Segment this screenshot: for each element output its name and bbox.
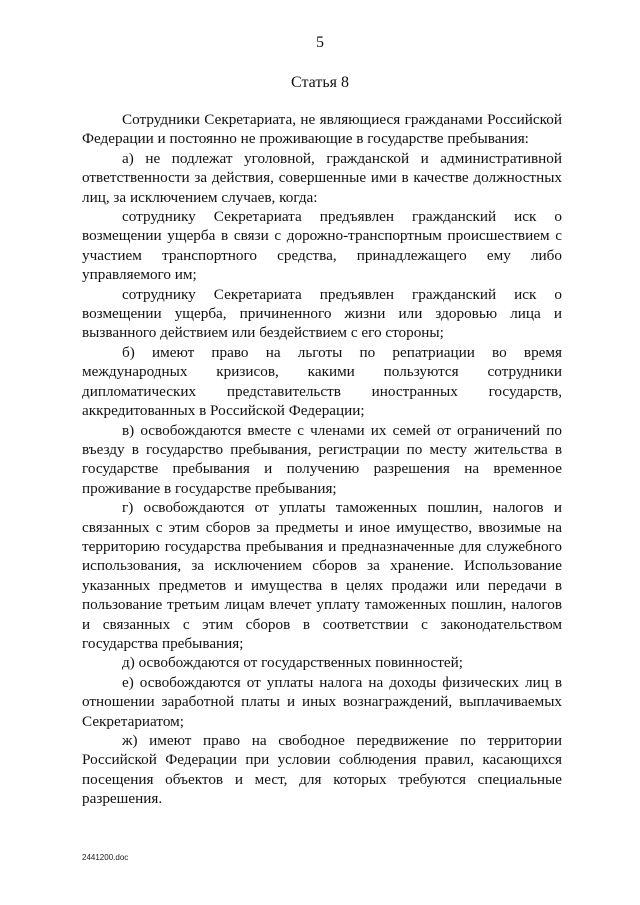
paragraph-v: в) освобождаются вместе с членами их семей от ограничений по въезду в государство пребывания, регистрации по месту жительства в государстве пребывания и получению разрешения на временное проживание в государстве пребывания; — [82, 421, 562, 497]
page-number: 5 — [316, 34, 324, 51]
paragraph-e: е) освобождаются от уплаты налога на доходы физических лиц в отношении заработной платы и иных вознаграждений, выплачиваемых Секретариатом; — [82, 673, 562, 730]
paragraph-a-case-1: сотруднику Секретариата предъявлен гражданский иск о возмещении ущерба в связи с дорожно-транспортным происшествием с участием транспортного средства, принадлежащего ему либо управляемого им; — [82, 208, 562, 284]
paragraph-g: г) освобождаются от уплаты таможенных пошлин, налогов и связанных с этим сборов за предметы и иное имущество, ввозимые на территорию государства пребывания и предназначенные для служебного использования, за исключением сборов за хранение. Использование указанных предметов и имущества в целях продажи или передачи в пользование третьим лицам влечет уплату таможенных пошлин, налогов и связанных с этим сборов в соответствии с законодательством государства пребывания; — [82, 499, 562, 652]
article-title: Статья 8 — [291, 74, 349, 91]
file-name-footer: 2441200.doc — [82, 853, 129, 862]
paragraph-a-case-2: сотруднику Секретариата предъявлен гражданский иск о возмещении ущерба, причиненного жизни или здоровью лица и вызванного действием или бездействием с его стороны; — [82, 285, 562, 342]
article-body — [82, 110, 562, 809]
paragraph-d: д) освобождаются от государственных повинностей; — [122, 654, 464, 672]
paragraph-b: б) имеют право на льготы по репатриации во время международных кризисов, какими пользуются сотрудники дипломатических представительств иностранных государств, аккредитованных в Российской Федерации; — [82, 343, 562, 420]
paragraph-a: а) не подлежат уголовной, гражданской и административной ответственности за действия, совершенные ими в качестве должностных лиц, за исключением случаев, когда: — [82, 149, 562, 206]
paragraph-intro: Сотрудники Секретариата, не являющиеся гражданами Российской Федерации и постоянно не проживающие в государстве пребывания: — [82, 111, 562, 148]
paragraph-zh: ж) имеют право на свободное передвижение по территории Российской Федерации при условии соблюдения правил, касающихся посещения объектов и мест, для которых требуются специальные разрешения. — [82, 732, 562, 808]
